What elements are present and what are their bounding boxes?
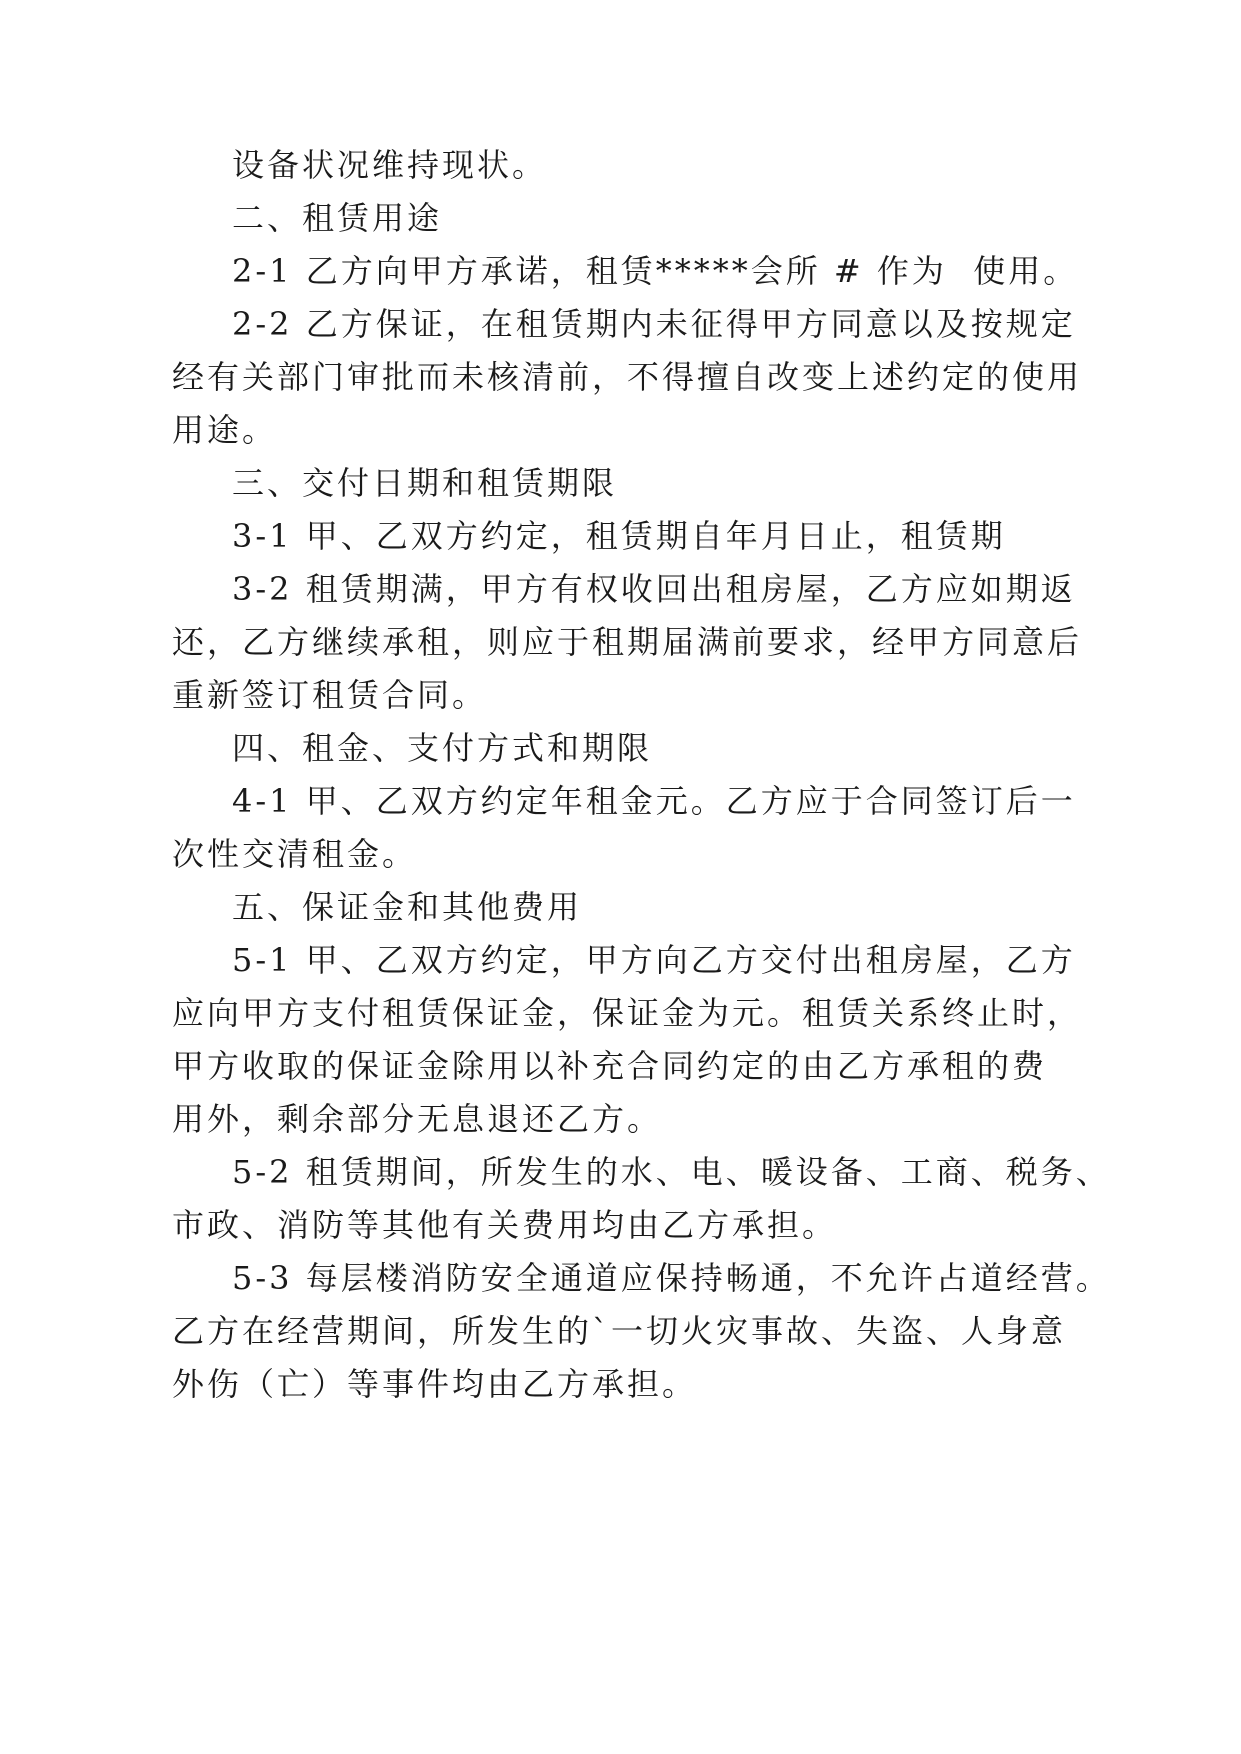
text-line: [0, 930, 1241, 990]
text-line: [0, 1354, 1241, 1414]
line-text: 3-1 甲、乙双方约定，租赁期自年月日止，租赁期: [232, 517, 1006, 555]
text-line: [0, 1248, 1241, 1308]
line-text: 次性交清租金。: [172, 835, 418, 873]
line-text: 5-2 租赁期间，所发生的水、电、暖设备、工商、税务、: [232, 1153, 1111, 1191]
text-line: [0, 1089, 1241, 1149]
line-text: 设备状况维持现状。: [232, 146, 548, 184]
line-text: 用途。: [172, 411, 278, 449]
line-text: 5-1 甲、乙双方约定，甲方向乙方交付出租房屋，乙方: [232, 941, 1076, 979]
text-line: [0, 1301, 1241, 1361]
section-heading: [0, 718, 1241, 778]
text-line: [0, 771, 1241, 831]
text-line: [0, 1142, 1241, 1202]
line-text: 四、租金、支付方式和期限: [232, 729, 653, 767]
text-line: [0, 400, 1241, 460]
line-text: 4-1 甲、乙双方约定年租金元。乙方应于合同签订后一: [232, 782, 1076, 820]
text-line: [0, 1036, 1241, 1096]
line-text: 2-2 乙方保证，在租赁期内未征得甲方同意以及按规定: [232, 305, 1076, 343]
text-line: [0, 1195, 1241, 1255]
text-line: [0, 612, 1241, 672]
text-line: [0, 665, 1241, 725]
line-text: 重新签订租赁合同。: [172, 676, 488, 714]
line-text: 二、租赁用途: [232, 199, 443, 237]
line-text: 用外，剩余部分无息退还乙方。: [172, 1100, 663, 1138]
text-line: [0, 983, 1241, 1043]
line-text: 五、保证金和其他费用: [232, 888, 583, 926]
line-text: 乙方在经营期间，所发生的`一切火灾事故、失盗、人身意: [172, 1312, 1067, 1350]
line-text: 2-1 乙方向甲方承诺，租赁*****会所 # 作为 使用。: [232, 252, 1079, 290]
line-text: 外伤（亡）等事件均由乙方承担。: [172, 1365, 698, 1403]
section-heading: [0, 188, 1241, 248]
section-heading: [0, 877, 1241, 937]
section-heading: [0, 453, 1241, 513]
line-text: 应向甲方支付租赁保证金，保证金为元。租赁关系终止时，: [172, 994, 1083, 1032]
text-line: [0, 241, 1241, 301]
text-line: [0, 294, 1241, 354]
line-text: 三、交付日期和租赁期限: [232, 464, 618, 502]
line-text: 经有关部门审批而未核清前，不得擅自改变上述约定的使用: [172, 358, 1083, 396]
line-text: 市政、消防等其他有关费用均由乙方承担。: [172, 1206, 838, 1244]
line-text: 3-2 租赁期满，甲方有权收回出租房屋，乙方应如期返: [232, 570, 1076, 608]
text-line: [0, 559, 1241, 619]
line-text: 还，乙方继续承租，则应于租期届满前要求，经甲方同意后: [172, 623, 1083, 661]
text-line: [0, 824, 1241, 884]
text-line: [0, 347, 1241, 407]
text-line: [0, 506, 1241, 566]
line-text: 5-3 每层楼消防安全通道应保持畅通，不允许占道经营。: [232, 1259, 1111, 1297]
line-text: 甲方收取的保证金除用以补充合同约定的由乙方承租的费: [172, 1047, 1048, 1085]
text-line: [0, 135, 1241, 195]
